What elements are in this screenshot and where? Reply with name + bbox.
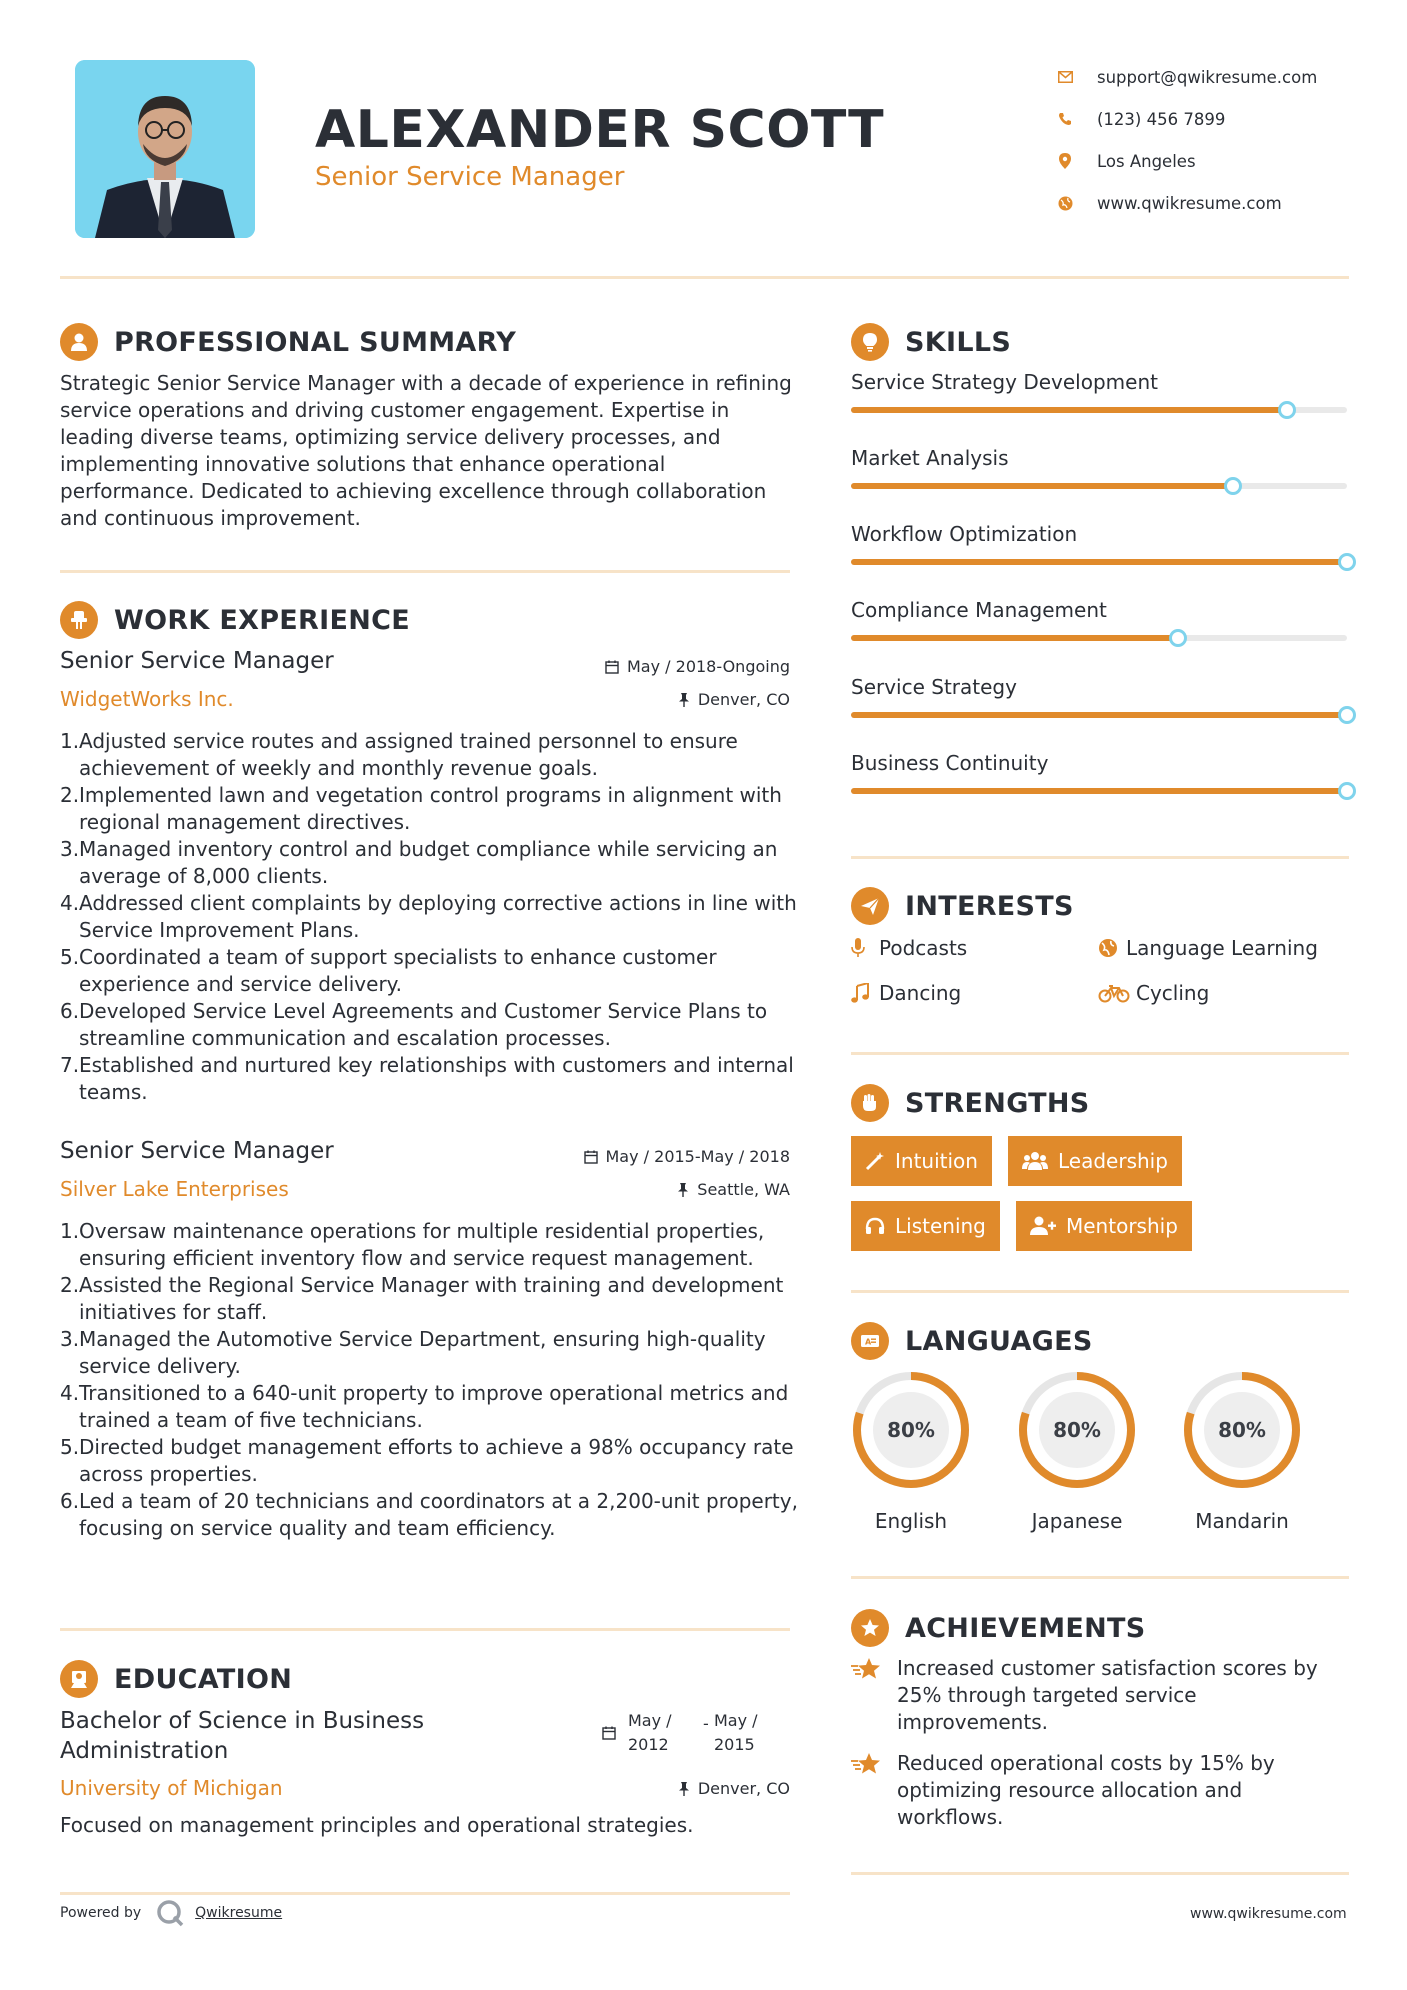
user-icon [60,323,98,361]
education-location-text: Denver, CO [697,1779,790,1798]
phone-icon [1055,109,1075,129]
contact-phone[interactable] [1055,98,1317,140]
qwikresume-logo-icon [155,1898,185,1928]
strengths-heading [851,1084,1090,1122]
powered-by-text: Powered by [60,1905,142,1921]
contact-website[interactable] [1055,182,1317,224]
list-item: 1. Oversaw maintenance operations for multiple residential properties, ensuring efficient inventory flow and service request management. [60,1219,765,1270]
job-1-bullets [60,728,800,1106]
contact-email[interactable] [1055,56,1317,98]
skill-name: Compliance Management [851,598,1107,622]
list-item: 7. Established and nurtured key relationships with customers and internal teams. [60,1053,794,1104]
list-item: 5. Coordinated a team of support specialists to enhance customer experience and service delivery. [60,945,717,996]
degree-title: Bachelor of Science in Business Administration [60,1708,425,1764]
strength-label: Leadership [1058,1149,1168,1173]
skill-item [851,522,1347,546]
music-note-icon [851,983,879,1003]
job-1-title: Senior Service Manager [60,648,334,674]
skill-bar-knob [1224,477,1242,495]
achievement-text: Increased customer satisfaction scores by 25% through targeted service improvements. [897,1656,1318,1734]
pushpin-icon [678,693,690,707]
list-item: 2. Assisted the Regional Service Manager with training and development initiatives for staff. [60,1273,784,1324]
list-item: 3. Managed the Automotive Service Department, ensuring high-quality service delivery. [60,1327,766,1378]
education-heading [60,1660,292,1698]
school-name: University of Michigan [60,1776,283,1800]
strength-tag [851,1136,992,1186]
job-1-date [540,657,790,676]
star-icon [851,1655,897,1736]
skill-item [851,751,1347,775]
languages-title: LANGUAGES [905,1325,1093,1357]
education-date-end: May / 2015 [714,1711,758,1754]
interest-item [1098,981,1209,1005]
skill-bar-fill [851,559,1347,565]
languages-divider [851,1576,1349,1579]
education-title: EDUCATION [114,1663,293,1695]
list-item: 1. Adjusted service routes and assigned trained personnel to ensure achievement of weekly and monthly revenue goals. [60,729,738,780]
bicycle-icon [1098,983,1136,1003]
strengths-title: STRENGTHS [905,1087,1090,1119]
language-ring [849,1368,973,1492]
list-item: 3. Managed inventory control and budget compliance while servicing an average of 8,000 clients. [60,837,778,888]
skill-bar-fill [851,788,1347,794]
svg-text:A: A [865,1337,872,1347]
language-name: Japanese [1031,1509,1123,1533]
skills-heading [851,323,1011,361]
job-1-date-text: May / 2018-Ongoing [627,657,790,676]
fist-icon [851,1084,889,1122]
job-2-date [540,1147,790,1166]
job-1-location-text: Denver, CO [697,690,790,709]
map-pin-icon [1055,151,1075,171]
group-icon [1022,1151,1048,1171]
skill-bar-knob [1338,553,1356,571]
job-2-location-text: Seattle, WA [697,1180,790,1199]
strength-label: Mentorship [1066,1214,1178,1238]
list-item: 2. Implemented lawn and vegetation control programs in alignment with regional management directives. [60,783,782,834]
interests-divider [851,1052,1349,1055]
interests-heading [851,887,1074,925]
calendar-icon [602,1725,616,1744]
education-location [540,1779,790,1798]
interests-title: INTERESTS [905,890,1074,922]
language-name: Mandarin [1195,1509,1289,1533]
achievement-item [851,1655,1351,1736]
education-description: Focused on management principles and operational strategies. [60,1813,694,1837]
footer-powered-by [60,1898,282,1928]
microphone-icon [851,938,879,958]
work-divider [60,1628,790,1631]
briefcase-icon [60,601,98,639]
skills-title: SKILLS [905,326,1012,358]
skill-name: Workflow Optimization [851,522,1078,546]
strength-tag [851,1201,1000,1251]
globe-icon [1055,193,1075,213]
calendar-icon [605,660,619,674]
paper-plane-icon [851,887,889,925]
skill-bar-fill [851,635,1178,641]
language-percent: 80% [1218,1418,1266,1442]
skill-name: Business Continuity [851,751,1049,775]
language-item [849,1368,973,1533]
candidate-name: ALEXANDER SCOTT [315,100,885,160]
list-item: 4. Addressed client complaints by deploying corrective actions in line with Service Improvement Plans. [60,891,797,942]
skill-bar [851,559,1347,565]
summary-text: Strategic Senior Service Manager with a decade of experience in refining service operations and driving customer engagement. Expertise in leading diverse teams, optimizing service delivery processes, and implementing innovative solutions that enhance operational performance. Dedicated to achieving excellence through collaboration and continuous improvement. [60,371,792,530]
skill-name: Market Analysis [851,446,1009,470]
skill-bar-fill [851,407,1287,413]
achievement-item [851,1750,1351,1831]
skills-divider [851,856,1349,859]
pushpin-icon [678,1782,690,1796]
job-2-company: Silver Lake Enterprises [60,1177,289,1201]
headphones-icon [865,1217,885,1235]
list-item: 5. Directed budget management efforts to achieve a 98% occupancy rate across properties. [60,1435,794,1486]
skill-item [851,446,1347,470]
education-divider [60,1892,790,1895]
contact-phone-text: (123) 456 7899 [1097,109,1226,129]
language-item [1180,1368,1304,1533]
skill-bar [851,712,1347,718]
language-name: English [874,1509,948,1533]
job-2-title: Senior Service Manager [60,1138,334,1164]
interest-item [1098,936,1318,960]
candidate-role: Senior Service Manager [315,162,625,192]
contact-website-text: www.qwikresume.com [1097,193,1282,213]
achievements-heading [851,1609,1146,1647]
strength-tag [1008,1136,1182,1186]
achievements-divider [851,1872,1349,1875]
footer-url[interactable]: www.qwikresume.com [1190,1906,1347,1922]
skill-bar-knob [1338,706,1356,724]
interest-label: Cycling [1136,981,1210,1005]
language-percent: 80% [887,1418,935,1442]
achievements-title: ACHIEVEMENTS [905,1612,1146,1644]
profile-photo [75,60,255,238]
contact-location-text: Los Angeles [1097,151,1196,171]
language-card-icon [851,1322,889,1360]
skill-bar-knob [1338,782,1356,800]
contact-list [1055,56,1317,224]
pushpin-icon [677,1183,689,1197]
language-item [1015,1368,1139,1533]
skill-item [851,675,1347,699]
skill-bar-fill [851,483,1233,489]
skill-item [851,598,1347,622]
education-date-separator: - [703,1714,709,1733]
contact-location [1055,140,1317,182]
list-item: 6. Led a team of 20 technicians and coordinators at a 2,200-unit property, focusing on service quality and team efficiency. [60,1489,798,1540]
job-2-bullets [60,1218,800,1542]
strength-label: Listening [895,1214,986,1238]
achievement-text: Reduced operational costs by 15% by optimizing resource allocation and workflows. [897,1751,1275,1829]
languages-heading [851,1322,1093,1360]
summary-divider [60,570,790,573]
summary-heading [60,323,516,361]
list-item: 4. Transitioned to a 640-unit property to improve operational metrics and trained a team of five technicians. [60,1381,789,1432]
skill-bar [851,788,1347,794]
qwikresume-link[interactable]: Qwikresume [195,1905,283,1921]
list-item: 6. Developed Service Level Agreements and Customer Service Plans to streamline communication and escalation processes. [60,999,768,1050]
language-ring [1180,1368,1304,1492]
skill-bar [851,483,1347,489]
globe-icon [1098,938,1126,958]
skill-bar [851,407,1347,413]
magic-wand-icon [865,1151,885,1171]
job-1-location [540,690,790,709]
education-date-start: May / 2012 [628,1711,672,1754]
header-divider [60,276,1349,279]
language-ring [1015,1368,1139,1492]
star-badge-icon [851,1609,889,1647]
strengths-divider [851,1290,1349,1293]
language-percent: 80% [1053,1418,1101,1442]
lightbulb-icon [851,323,889,361]
strength-label: Intuition [895,1149,978,1173]
work-title: WORK EXPERIENCE [114,604,410,636]
work-heading [60,601,410,639]
interest-label: Podcasts [879,936,968,960]
envelope-icon [1055,67,1075,87]
skill-bar-fill [851,712,1347,718]
job-2-location [540,1180,790,1199]
calendar-icon [584,1150,598,1164]
job-1-company: WidgetWorks Inc. [60,687,234,711]
interest-item [851,981,961,1005]
graduate-icon [60,1660,98,1698]
contact-email-text: support@qwikresume.com [1097,67,1318,87]
interest-label: Language Learning [1126,936,1318,960]
skill-name: Service Strategy Development [851,370,1158,394]
user-plus-icon [1030,1216,1056,1236]
skill-name: Service Strategy [851,675,1017,699]
skill-bar-knob [1169,629,1187,647]
star-icon [851,1750,897,1831]
strength-tag [1016,1201,1192,1251]
summary-title: PROFESSIONAL SUMMARY [114,326,517,358]
skill-bar [851,635,1347,641]
interest-item [851,936,967,960]
skill-bar-knob [1278,401,1296,419]
skill-item [851,370,1347,394]
interest-label: Dancing [879,981,962,1005]
job-2-date-text: May / 2015-May / 2018 [605,1147,790,1166]
